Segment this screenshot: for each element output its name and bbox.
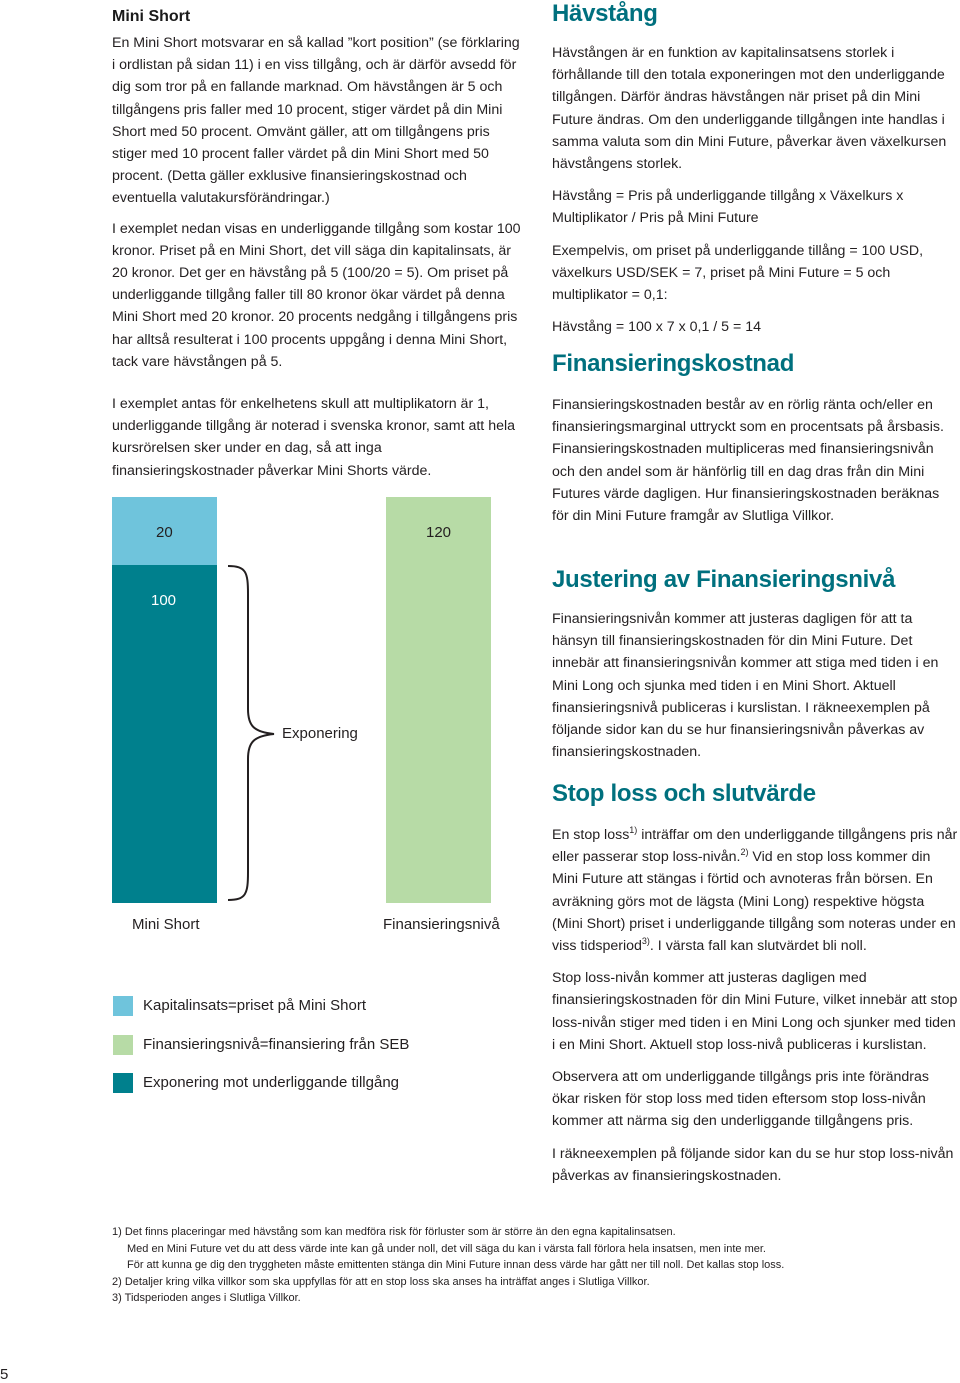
stop-loss-paragraph-2: Stop loss-nivån kommer att justeras dagligen med finansieringskostnaden för din Mini Future, vilket innebär att stop loss-nivån stiger med tiden i en Mini Long och sjunker med tiden i en Mini Short. Aktuell stop loss-nivå publiceras i kurslistan. — [552, 970, 958, 1053]
mini-short-paragraph-2: I exemplet nedan visas en underliggande tillgång som kostar 100 kronor. Priset på en Mini Short, det vill säga din kapitalinsats, är 20 kronor. Det ger en hävstång på 5 (100/20 = 5). Om priset på underliggande tillgång faller till 80 kronor ökar värdet på denna Mini Short med 20 kronor. 20 procents nedgång i tillgångens pris har alltså resulterat i 100 procents uppgång i denna Mini Short, tack vare hävstången på 5. — [112, 220, 521, 370]
stop-loss-paragraph-4: I räkneexemplen på följande sidor kan du se hur stop loss-nivån påverkas av finansieringskostnaden. — [552, 1145, 954, 1184]
footnote-2: 2) Detaljer kring vilka villkor som ska uppfyllas för att en stop loss ska anses ha inträffat anges i Slutliga Villkor. — [112, 1275, 650, 1288]
stop-loss-p1-d: . I värsta fall kan slutvärdet bli noll. — [649, 938, 867, 955]
exposure-brace — [226, 564, 286, 904]
havstang-heading: Hävstång — [552, 0, 658, 27]
legend-label-finansieringsniva: Finansieringsnivå=finansiering från SEB — [143, 1036, 410, 1053]
justering-paragraph: Finansieringsnivån kommer att justeras dagligen för att ta hänsyn till finansieringskostnaden för din Mini Future. Det innebär att finansieringsnivån kommer att stiga med tiden i en Mini Long och sjunka med tiden i en Mini Short. Aktuell finansieringsnivå publiceras i kurslistan. I räkneexemplen på följande sidor kan du se hur finansieringsnivån påverkas av finansieringskostnaden. — [552, 611, 939, 761]
footnote-ref-1: 1) — [629, 825, 638, 835]
finansieringsniva-bar — [386, 497, 491, 903]
footnotes — [112, 1224, 892, 1307]
finansieringskostnad-section — [552, 394, 958, 537]
page-number: 5 — [0, 1366, 9, 1383]
stop-loss-p1-a: En stop loss — [552, 827, 630, 843]
footnote-1-line-1: 1) Det finns placeringar med hävstång som kan medföra risk för förluster som är större än den egna kapitalinsatsen. — [112, 1226, 676, 1238]
havstang-section — [552, 42, 958, 348]
finansieringskostnad-heading: Finansieringskostnad — [552, 350, 795, 377]
left-column — [112, 6, 522, 492]
mini-short-heading: Mini Short — [112, 8, 191, 25]
legend-swatch-finansieringsniva — [113, 1035, 133, 1055]
havstang-formula: Hävstång = Pris på underliggande tillgång x Växelkurs x Multiplikator / Pris på Mini Future — [552, 188, 904, 227]
stop-loss-paragraph-1 — [552, 824, 958, 957]
havstang-paragraph: Hävstången är en funktion av kapitalinsatsens storlek i förhållande till den totala exponeringen mot den underliggande tillgången. Därför ändras hävstången när priset på din Mini Future ändras. Om den underliggande tillgången inte handlas i samma valuta som din Mini Future, påverkar även växelkursen hävstångens storlek. — [552, 45, 947, 173]
brace-label: Exponering — [282, 725, 358, 742]
bar1-top-value: 20 — [156, 524, 173, 541]
legend-swatch-exponering — [113, 1073, 133, 1093]
stop-loss-heading: Stop loss och slutvärde — [552, 780, 816, 807]
bar1-caption: Mini Short — [132, 916, 200, 933]
justering-heading: Justering av Finansieringsnivå — [552, 566, 896, 593]
justering-section — [552, 608, 958, 773]
stop-loss-paragraph-3: Observera att om underliggande tillgångs pris inte förändras ökar risken för stop loss med tiden eftersom stop loss-nivån kommer att närma sig den underliggande tillgångens pris. — [552, 1069, 929, 1130]
footnote-1-line-3: För att kunna ge dig den tryggheten måste emittenten stänga din Mini Future innan dess värde har gått ner till noll. Det kallas stop loss. — [127, 1259, 785, 1271]
footnote-ref-3: 3) — [641, 936, 650, 947]
exponering-bar — [112, 565, 217, 903]
havstang-result: Hävstång = 100 x 7 x 0,1 / 5 = 14 — [552, 319, 762, 336]
mini-short-paragraph-1: En Mini Short motsvarar en så kallad ”kort position” (se förklaring i ordlistan på sidan 11) i en viss tillgång, och är därför avsedd för dig som tror på en fallande marknad. Om hävstången är 5 och tillgångens pris faller med 10 procent, stiger värdet på din Mini Short med 50 procent. Omvänt gäller, att om tillgångens pris stiger med 10 procent faller värdet på din Mini Short med 50 procent. (Detta gäller exklusive finansieringskostnad och eventuella valutakursförändringar.) — [112, 35, 520, 207]
footnote-3: 3) Tidsperioden anges i Slutliga Villkor. — [112, 1292, 301, 1304]
stop-loss-p1-b: inträffar om den underliggande tillgångens pris når eller passerar stop loss-nivån. — [552, 827, 958, 866]
bar2-caption: Finansieringsnivå — [383, 916, 500, 933]
bar1-bottom-value: 100 — [151, 592, 177, 609]
legend-label-kapitalinsats: Kapitalinsats=priset på Mini Short — [143, 997, 367, 1014]
stop-loss-p1-c: Vid en stop loss kommer din Mini Future att stängas i förtid och avnoteras från börsen. En avräkning görs mot de lägsta (Mini Long) respektive högsta (Mini Short) priset i underliggande tillgång som noteras under en viss tidsperiod — [552, 849, 956, 955]
finansieringskostnad-paragraph: Finansieringskostnaden består av en rörlig ränta och/eller en finansieringsmarginal uttryckt som en procentsats på årsbasis. Finansieringskostnaden multipliceras med finansieringsnivån och den andel som är hänförlig till en dag dras från din Mini Futures värde dagligen. Hur finansieringskostnaden beräknas för din Mini Future framgår av Slutliga Villkor. — [552, 397, 944, 525]
legend-swatch-kapitalinsats — [113, 996, 133, 1016]
bar2-value: 120 — [426, 524, 452, 541]
footnote-ref-2: 2) — [740, 847, 749, 858]
legend-label-exponering: Exponering mot underliggande tillgång — [143, 1074, 400, 1091]
mini-short-paragraph-3: I exemplet antas för enkelhetens skull att multiplikatorn är 1, underliggande tillgång är noterad i svenska kronor, samt att hela kursrörelsen sker under en dag, så att inga finansieringskostnader påverkar Mini Shorts värde. — [112, 396, 516, 479]
havstang-example: Exempelvis, om priset på underliggande tillång = 100 USD, växelkurs USD/SEK = 7, priset på Mini Future = 5 och multiplikator = 0,1: — [552, 242, 924, 304]
footnote-1-line-2: Med en Mini Future vet du att dess värde inte kan gå under noll, det vill säga du kan i värsta fall förlora hela insatsen, men inte mer. — [127, 1242, 766, 1255]
stop-loss-section — [552, 824, 958, 1197]
